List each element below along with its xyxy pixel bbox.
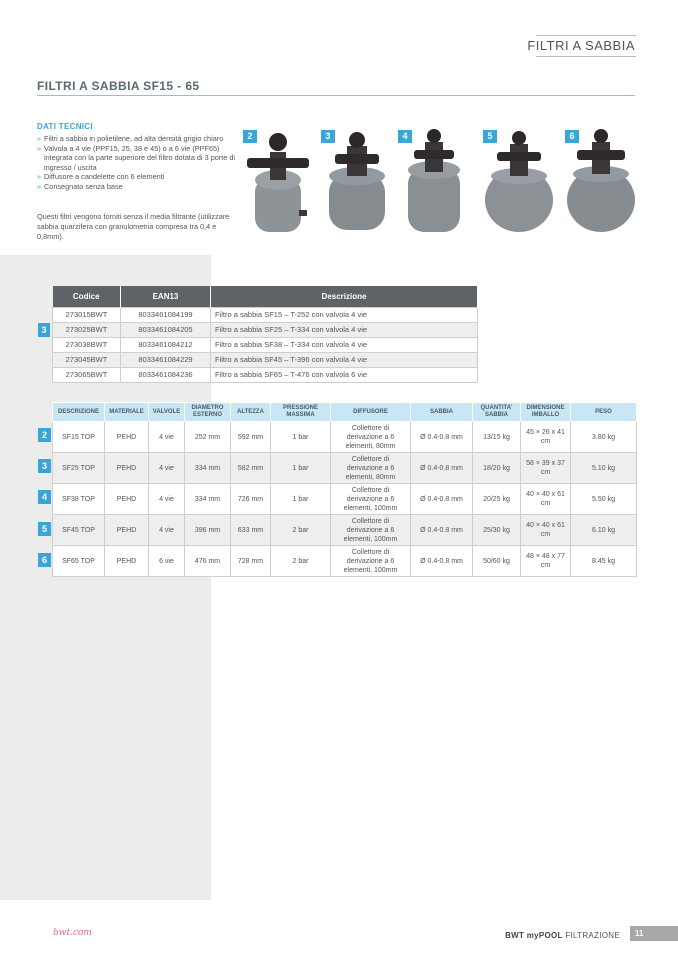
table-row bbox=[53, 307, 478, 322]
column-header: Codice bbox=[53, 286, 121, 307]
spec-cell: 40 × 40 x 61 cm bbox=[521, 484, 571, 515]
product-2 bbox=[243, 128, 315, 236]
page-title: FILTRI A SABBIA SF15 - 65 bbox=[37, 79, 200, 93]
spec-cell: 633 mm bbox=[231, 515, 271, 546]
product-number-badge: 3 bbox=[321, 130, 335, 143]
spec-cell: 1 bar bbox=[271, 453, 331, 484]
spec-cell: 3.80 kg bbox=[571, 422, 637, 453]
spec-cell: Ø 0.4-0.8 mm bbox=[411, 484, 473, 515]
product-4 bbox=[398, 128, 470, 236]
row-badge: 5 bbox=[38, 522, 51, 536]
table-row bbox=[53, 453, 637, 484]
spec-cell: 45 × 26 x 41 cm bbox=[521, 422, 571, 453]
row-badge: 3 bbox=[38, 459, 51, 473]
product-number-badge: 6 bbox=[565, 130, 579, 143]
spec-cell: 50/60 kg bbox=[473, 546, 521, 577]
spec-cell: 396 mm bbox=[185, 515, 231, 546]
description-cell: Filtro a sabbia SF45 – T-396 con valvola 4 vie bbox=[211, 352, 478, 367]
spec-cell: 252 mm bbox=[185, 422, 231, 453]
code-cell: 273045BWT bbox=[53, 352, 121, 367]
table-row bbox=[53, 322, 478, 337]
spec-cell: PEHD bbox=[105, 484, 149, 515]
product-5 bbox=[483, 128, 555, 236]
spec-cell: 5.50 kg bbox=[571, 484, 637, 515]
table-row bbox=[53, 367, 478, 382]
spec-cell: 1 bar bbox=[271, 484, 331, 515]
spec-cell: 726 mm bbox=[231, 484, 271, 515]
spec-cell: PEHD bbox=[105, 422, 149, 453]
sand-filter-image bbox=[483, 128, 555, 236]
spec-cell: 8.45 kg bbox=[571, 546, 637, 577]
spec-cell: 582 mm bbox=[231, 453, 271, 484]
product-6 bbox=[565, 128, 637, 236]
bwt-logo: bwt.com bbox=[53, 928, 92, 938]
dati-tecnici-heading: DATI TECNICI bbox=[37, 122, 93, 131]
spec-cell: 2 bar bbox=[271, 546, 331, 577]
column-header: MATERIALE bbox=[105, 403, 149, 422]
spec-cell: Ø 0.4-0.8 mm bbox=[411, 453, 473, 484]
ean-cell: 8033461084212 bbox=[121, 337, 211, 352]
spec-cell: Collettore di derivazione a 6 elementi, 80mm bbox=[331, 422, 411, 453]
specs-table bbox=[52, 402, 637, 577]
dati-tecnici-list bbox=[37, 134, 237, 191]
description-cell: Filtro a sabbia SF15 – T-252 con valvola 4 vie bbox=[211, 307, 478, 322]
column-header: DIMENSIONE IMBALLO bbox=[521, 403, 571, 422]
sand-filter-image bbox=[565, 128, 637, 236]
list-item: » Filtri a sabbia in polietilene, ad alta densità grigio chiaro bbox=[37, 134, 237, 144]
list-item: » Diffusore a candelette con 6 elementi bbox=[37, 172, 237, 182]
spec-cell: SF38 TOP bbox=[53, 484, 105, 515]
codes-table-badge: 3 bbox=[38, 323, 50, 337]
spec-cell: 1 bar bbox=[271, 422, 331, 453]
spec-cell: SF45 TOP bbox=[53, 515, 105, 546]
column-header: DIFFUSORE bbox=[331, 403, 411, 422]
table-row bbox=[53, 422, 637, 453]
description-cell: Filtro a sabbia SF38 – T-334 con valvola 4 vie bbox=[211, 337, 478, 352]
code-cell: 273065BWT bbox=[53, 367, 121, 382]
product-3 bbox=[321, 128, 393, 236]
sand-filter-image bbox=[321, 128, 393, 236]
product-number-badge: 5 bbox=[483, 130, 497, 143]
row-badge: 6 bbox=[38, 553, 51, 567]
spec-cell: Ø 0.4-0.8 mm bbox=[411, 546, 473, 577]
ean-cell: 8033461084205 bbox=[121, 322, 211, 337]
footer-title bbox=[505, 931, 620, 940]
spec-cell: 6 vie bbox=[149, 546, 185, 577]
footer-section: FILTRAZIONE bbox=[565, 931, 620, 940]
table-row bbox=[53, 484, 637, 515]
list-item: » Consegnato senza base bbox=[37, 182, 237, 192]
spec-cell: 5.10 kg bbox=[571, 453, 637, 484]
codes-table bbox=[52, 286, 478, 383]
spec-cell: 4 vie bbox=[149, 453, 185, 484]
column-header: VALVOLE bbox=[149, 403, 185, 422]
code-cell: 273015BWT bbox=[53, 307, 121, 322]
spec-cell: 728 mm bbox=[231, 546, 271, 577]
spec-cell: 334 mm bbox=[185, 453, 231, 484]
category-title: FILTRI A SABBIA bbox=[527, 38, 635, 53]
description-cell: Filtro a sabbia SF25 – T-334 con valvola 4 vie bbox=[211, 322, 478, 337]
spec-cell: 334 mm bbox=[185, 484, 231, 515]
page-number: 11 bbox=[630, 926, 678, 941]
code-cell: 273038BWT bbox=[53, 337, 121, 352]
column-header: Descrizione bbox=[211, 286, 478, 307]
row-badge: 2 bbox=[38, 428, 51, 442]
spec-cell: Collettore di derivazione a 6 elementi, 100mm bbox=[331, 546, 411, 577]
spec-cell: 4 vie bbox=[149, 422, 185, 453]
column-header: EAN13 bbox=[121, 286, 211, 307]
column-header: SABBIA bbox=[411, 403, 473, 422]
spec-cell: 13/15 kg bbox=[473, 422, 521, 453]
spec-cell: Collettore di derivazione a 6 elementi, 100mm bbox=[331, 484, 411, 515]
spec-cell: 6.10 kg bbox=[571, 515, 637, 546]
spec-cell: 20/25 kg bbox=[473, 484, 521, 515]
spec-cell: Collettore di derivazione a 6 elementi, 100mm bbox=[331, 515, 411, 546]
sand-filter-image bbox=[398, 128, 470, 236]
ean-cell: 8033461084236 bbox=[121, 367, 211, 382]
spec-cell: 25/30 kg bbox=[473, 515, 521, 546]
spec-cell: 40 × 40 x 61 cm bbox=[521, 515, 571, 546]
ean-cell: 8033461084229 bbox=[121, 352, 211, 367]
header-rule-bottom bbox=[536, 56, 636, 57]
spec-cell: 476 mm bbox=[185, 546, 231, 577]
table-row bbox=[53, 352, 478, 367]
media-note: Questi filtri vengono forniti senza il media filtrante (utilizzare sabbia quarzifera con granulometria compresa tra 0,4 e 0,8mm). bbox=[37, 212, 230, 241]
sand-filter-image bbox=[243, 128, 315, 236]
spec-cell: Ø 0.4-0.8 mm bbox=[411, 515, 473, 546]
spec-cell: 4 vie bbox=[149, 515, 185, 546]
column-header: PRESSIONE MASSIMA bbox=[271, 403, 331, 422]
spec-cell: 18/20 kg bbox=[473, 453, 521, 484]
spec-cell: PEHD bbox=[105, 546, 149, 577]
product-number-badge: 2 bbox=[243, 130, 257, 143]
spec-cell: Ø 0.4-0.8 mm bbox=[411, 422, 473, 453]
spec-cell: SF25 TOP bbox=[53, 453, 105, 484]
row-badge: 4 bbox=[38, 490, 51, 504]
title-rule bbox=[37, 95, 635, 96]
spec-cell: 2 bar bbox=[271, 515, 331, 546]
column-header: PESO bbox=[571, 403, 637, 422]
spec-cell: 58 × 39 x 37 cm bbox=[521, 453, 571, 484]
ean-cell: 8033461084199 bbox=[121, 307, 211, 322]
column-header: ALTEZZA bbox=[231, 403, 271, 422]
table-row bbox=[53, 515, 637, 546]
spec-cell: Collettore di derivazione a 6 elementi, 80mm bbox=[331, 453, 411, 484]
header-rule-top bbox=[536, 35, 636, 36]
product-number-badge: 4 bbox=[398, 130, 412, 143]
spec-cell: 48 × 48 x 77 cm bbox=[521, 546, 571, 577]
spec-cell: SF15 TOP bbox=[53, 422, 105, 453]
code-cell: 273025BWT bbox=[53, 322, 121, 337]
spec-cell: PEHD bbox=[105, 515, 149, 546]
column-header: DIAMETRO ESTERNO bbox=[185, 403, 231, 422]
table-row bbox=[53, 546, 637, 577]
column-header: QUANTITA' SABBIA bbox=[473, 403, 521, 422]
list-item: » Valvola a 4 vie (PPF15, 25, 38 e 45) o a 6 vie (PPF65) integrata con la parte superiore del filtro dotata di 3 porte di ingresso / uscita bbox=[37, 144, 237, 173]
column-header: DESCRIZIONE bbox=[53, 403, 105, 422]
table-row bbox=[53, 337, 478, 352]
spec-cell: SF65 TOP bbox=[53, 546, 105, 577]
description-cell: Filtro a sabbia SF65 – T-476 con valvola 6 vie bbox=[211, 367, 478, 382]
spec-cell: PEHD bbox=[105, 453, 149, 484]
spec-cell: 4 vie bbox=[149, 484, 185, 515]
footer-brand: BWT myPOOL bbox=[505, 931, 563, 940]
spec-cell: 592 mm bbox=[231, 422, 271, 453]
